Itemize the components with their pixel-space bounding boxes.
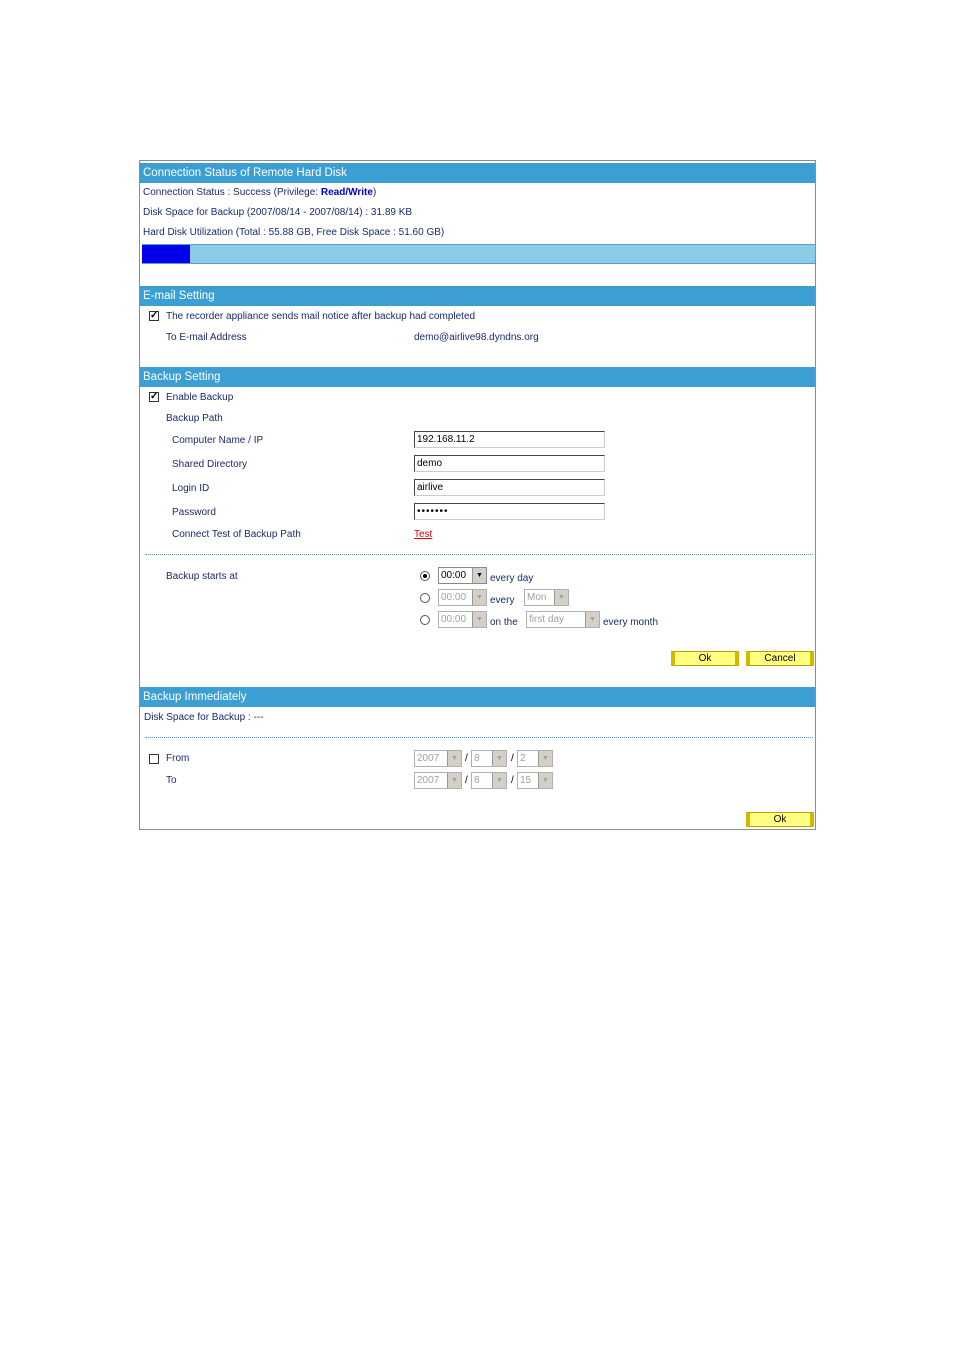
test-link[interactable]: Test [414, 529, 433, 540]
computer-name-label: Computer Name / IP [172, 435, 264, 446]
from-month-select[interactable] [471, 750, 507, 767]
to-month-value: 8 [474, 775, 480, 786]
monthly-radio[interactable] [420, 615, 430, 625]
from-year-value: 2007 [417, 753, 440, 764]
connection-status-suffix: ) [372, 187, 377, 198]
date-slash: / [465, 753, 468, 764]
daily-time-select[interactable] [438, 567, 487, 584]
disk-usage-bar [142, 244, 815, 264]
backup-settings-panel [139, 160, 816, 830]
cancel-button[interactable]: Cancel [746, 651, 814, 666]
enable-backup-checkbox[interactable]: ✓ [150, 391, 159, 402]
disk-space-text: Disk Space for Backup (2007/08/14 - 2007/08/14) : 31.89 KB [143, 207, 413, 218]
chevron-down-icon: ▼ [492, 751, 506, 766]
weekly-radio[interactable] [420, 593, 430, 603]
computer-name-input[interactable]: 192.168.11.2 [414, 431, 605, 448]
password-label: Password [172, 507, 216, 518]
disk-usage-fill [142, 245, 190, 263]
shared-directory-input[interactable]: demo [414, 455, 605, 472]
to-email-label: To E-mail Address [166, 332, 247, 343]
divider [145, 554, 813, 555]
chevron-down-icon: ▼ [554, 590, 568, 605]
password-input[interactable]: ••••••• [414, 503, 605, 520]
chevron-down-icon: ▼ [447, 773, 461, 788]
chevron-down-icon: ▼ [538, 773, 552, 788]
mail-notice-label: The recorder appliance sends mail notice after backup had completed [166, 311, 476, 322]
chevron-down-icon: ▼ [492, 773, 506, 788]
connection-status-header: Connection Status of Remote Hard Disk [140, 163, 815, 183]
mail-notice-checkbox[interactable]: ✓ [150, 310, 159, 321]
connection-status-prefix: Connection Status : Success (Privilege: [143, 187, 321, 198]
connect-test-label: Connect Test of Backup Path [172, 529, 301, 540]
backup-starts-label: Backup starts at [166, 571, 238, 582]
monthly-time-select[interactable] [438, 611, 487, 628]
connection-status-text [143, 187, 376, 198]
to-month-select[interactable] [471, 772, 507, 789]
to-year-value: 2007 [417, 775, 440, 786]
weekly-time-value: 00:00 [441, 592, 467, 603]
chevron-down-icon: ▼ [472, 612, 486, 627]
from-day-value: 2 [520, 753, 526, 764]
from-label: From [166, 753, 190, 764]
every-month-text: every month [603, 617, 659, 628]
chevron-down-icon: ▼ [538, 751, 552, 766]
email-setting-header: E-mail Setting [140, 286, 815, 306]
backup-setting-header: Backup Setting [140, 367, 815, 387]
from-year-select[interactable] [414, 750, 462, 767]
shared-directory-label: Shared Directory [172, 459, 248, 470]
monthly-day-value: first day [529, 614, 565, 625]
on-the-text: on the [490, 617, 518, 628]
login-id-input[interactable]: airlive [414, 479, 605, 496]
from-day-select[interactable] [517, 750, 553, 767]
date-slash: / [465, 775, 468, 786]
weekly-day-value: Mon [527, 592, 547, 603]
chevron-down-icon: ▼ [447, 751, 461, 766]
daily-radio[interactable] [420, 571, 430, 581]
daily-time-value: 00:00 [441, 570, 467, 581]
immediate-disk-space-text: Disk Space for Backup : --- [144, 712, 264, 723]
monthly-time-value: 00:00 [441, 614, 467, 625]
weekly-day-select[interactable] [524, 589, 569, 606]
divider [145, 737, 813, 738]
privilege-value: Read/Write [320, 187, 373, 198]
chevron-down-icon: ▼ [472, 568, 486, 583]
from-month-value: 8 [474, 753, 480, 764]
every-day-text: every day [490, 573, 534, 584]
login-id-label: Login ID [172, 483, 210, 494]
backup-immediately-header: Backup Immediately [140, 687, 815, 707]
to-day-value: 15 [520, 775, 532, 786]
enable-backup-label: Enable Backup [166, 392, 234, 403]
immediate-ok-button[interactable]: Ok [746, 812, 814, 827]
chevron-down-icon: ▼ [585, 612, 599, 627]
from-checkbox[interactable] [149, 754, 159, 764]
to-year-select[interactable] [414, 772, 462, 789]
weekly-time-select[interactable] [438, 589, 487, 606]
hard-disk-utilization-text: Hard Disk Utilization (Total : 55.88 GB, Free Disk Space : 51.60 GB) [143, 227, 445, 238]
backup-path-label: Backup Path [166, 413, 223, 424]
to-day-select[interactable] [517, 772, 553, 789]
to-label: To [166, 775, 177, 786]
to-email-value: demo@airlive98.dyndns.org [414, 332, 539, 343]
ok-button[interactable]: Ok [671, 651, 739, 666]
every-text: every [490, 595, 515, 606]
date-slash: / [511, 753, 514, 764]
monthly-day-select[interactable] [526, 611, 600, 628]
date-slash: / [511, 775, 514, 786]
chevron-down-icon: ▼ [472, 590, 486, 605]
